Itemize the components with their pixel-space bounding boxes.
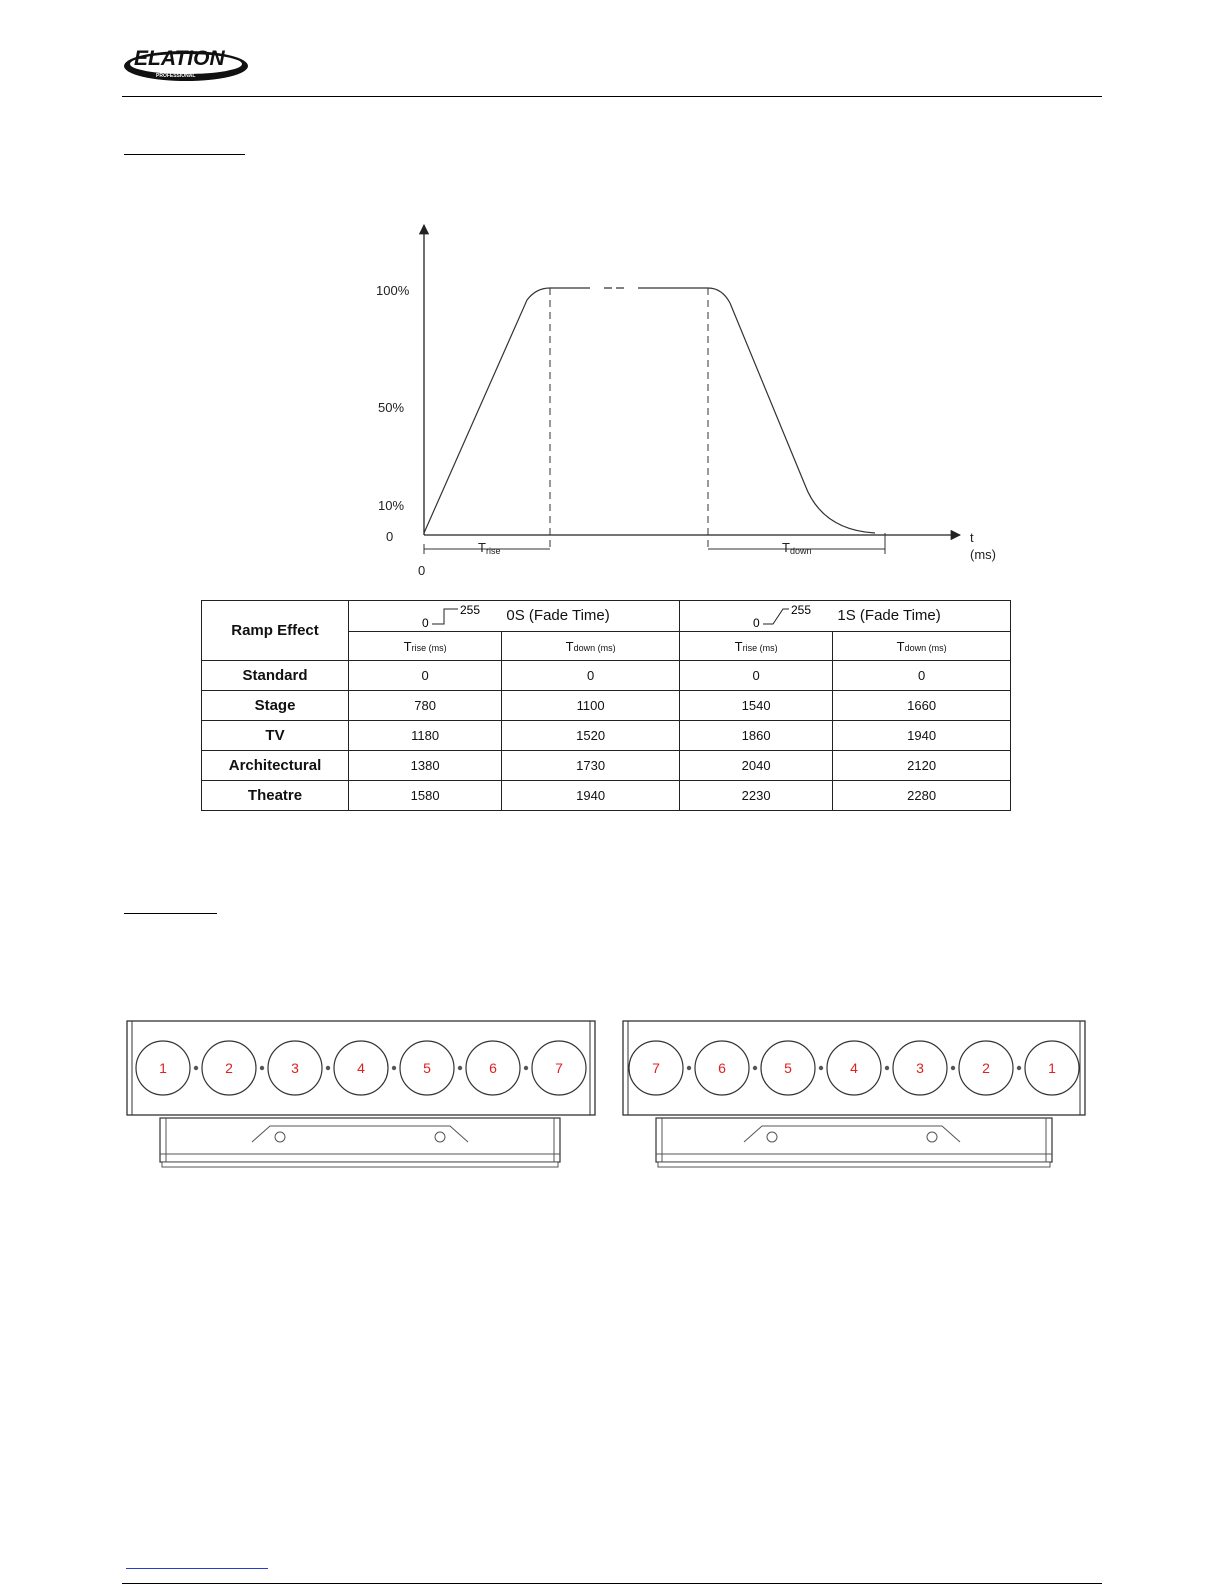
- table-cell: 1940: [502, 781, 680, 811]
- svg-text:0: 0: [753, 616, 760, 629]
- lens-number: 1: [159, 1060, 167, 1076]
- footer-rule: [122, 1583, 1102, 1584]
- row-name: Architectural: [202, 751, 349, 781]
- lens-number: 2: [982, 1060, 990, 1076]
- table-row: [202, 721, 1011, 751]
- logo-subtext: PROFESSIONAL: [156, 73, 196, 79]
- ramp-curve: [424, 288, 875, 533]
- x-axis-unit: (ms): [970, 547, 996, 562]
- svg-text:0: 0: [422, 616, 429, 629]
- table-cell: 1540: [679, 691, 832, 721]
- x-origin-label: 0: [418, 563, 426, 578]
- down-label: Tdown: [782, 540, 812, 556]
- table-corner-header: Ramp Effect: [202, 601, 349, 661]
- svg-text:255: 255: [460, 603, 481, 617]
- lens-number: 7: [652, 1060, 660, 1076]
- lens-number: 7: [555, 1060, 563, 1076]
- table-cell: 2120: [833, 751, 1011, 781]
- y-label-10: 10%: [378, 498, 405, 513]
- fixture-back-view: [620, 1018, 1090, 1173]
- lens-number: 6: [489, 1060, 497, 1076]
- subheader-rise-0s: Trise (ms): [349, 632, 502, 661]
- logo-text: ELATION: [134, 47, 225, 70]
- row-name: TV: [202, 721, 349, 751]
- table-cell: 1180: [349, 721, 502, 751]
- table-cell: 2230: [679, 781, 832, 811]
- table-cell: 1380: [349, 751, 502, 781]
- table-cell: 0: [833, 661, 1011, 691]
- screw-dot: [753, 1066, 757, 1070]
- lens-number: 6: [718, 1060, 726, 1076]
- svg-text:255: 255: [791, 603, 812, 617]
- subheader-down-1s: Tdown (ms): [833, 632, 1011, 661]
- lens-number: 1: [1048, 1060, 1056, 1076]
- table-cell: 1660: [833, 691, 1011, 721]
- footer-link-underline[interactable]: [126, 1568, 268, 1569]
- section-heading-underline: [124, 913, 217, 914]
- screw-dot: [687, 1066, 691, 1070]
- table-cell: 1100: [502, 691, 680, 721]
- ramp-fade-icon: [749, 603, 819, 629]
- ramp-curve-chart: [370, 215, 1020, 585]
- table-cell: 0: [502, 661, 680, 691]
- table-row: [202, 781, 1011, 811]
- step-fade-icon: [418, 603, 488, 629]
- row-name: Stage: [202, 691, 349, 721]
- screw-dot: [326, 1066, 330, 1070]
- row-name: Standard: [202, 661, 349, 691]
- y-label-0: 0: [386, 529, 394, 544]
- table-cell: 1580: [349, 781, 502, 811]
- row-name: Theatre: [202, 781, 349, 811]
- screw-dot: [885, 1066, 889, 1070]
- y-label-100: 100%: [376, 283, 410, 298]
- screw-dot: [392, 1066, 396, 1070]
- table-cell: 2280: [833, 781, 1011, 811]
- screw-dot: [458, 1066, 462, 1070]
- screw-dot: [260, 1066, 264, 1070]
- table-cell: 1860: [679, 721, 832, 751]
- table-row: [202, 691, 1011, 721]
- table-cell: 1520: [502, 721, 680, 751]
- table-cell: 0: [679, 661, 832, 691]
- table-cell: 1730: [502, 751, 680, 781]
- screw-dot: [819, 1066, 823, 1070]
- header-rule: [122, 96, 1102, 97]
- lens-number: 5: [423, 1060, 431, 1076]
- lens-number: 3: [291, 1060, 299, 1076]
- table-row: [202, 661, 1011, 691]
- screw-dot: [951, 1066, 955, 1070]
- group-title-0s: 0S (Fade Time): [506, 606, 610, 624]
- lens-number: 2: [225, 1060, 233, 1076]
- table-row: [202, 751, 1011, 781]
- screw-dot: [1017, 1066, 1021, 1070]
- table-cell: 1940: [833, 721, 1011, 751]
- table-cell: 2040: [679, 751, 832, 781]
- lens-number: 5: [784, 1060, 792, 1076]
- table-cell: 780: [349, 691, 502, 721]
- group-header-0s: [349, 601, 680, 632]
- fixture-front-view: [124, 1018, 599, 1173]
- lens-number: 4: [850, 1060, 858, 1076]
- ramp-effect-table: [201, 600, 1011, 811]
- table-cell: 0: [349, 661, 502, 691]
- subheader-down-0s: Tdown (ms): [502, 632, 680, 661]
- screw-dot: [524, 1066, 528, 1070]
- group-header-1s: [679, 601, 1010, 632]
- elation-logo: [120, 38, 250, 84]
- lens-number: 4: [357, 1060, 365, 1076]
- screw-dot: [194, 1066, 198, 1070]
- group-title-1s: 1S (Fade Time): [837, 606, 941, 624]
- section-heading-underline: [124, 154, 245, 155]
- rise-label: Trise: [478, 540, 501, 556]
- y-label-50: 50%: [378, 400, 405, 415]
- lens-number: 3: [916, 1060, 924, 1076]
- x-axis-label: t: [970, 530, 974, 545]
- subheader-rise-1s: Trise (ms): [679, 632, 832, 661]
